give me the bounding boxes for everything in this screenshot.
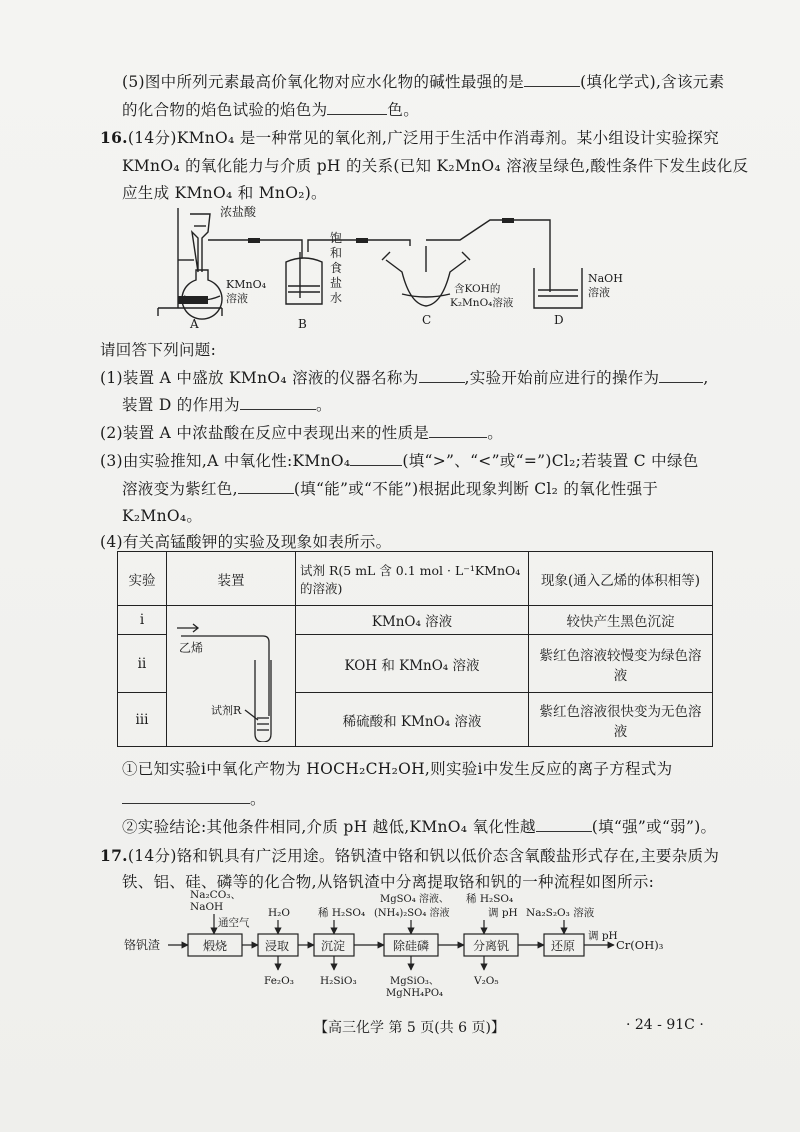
q16-text: (填“>”、“<”或“=”)Cl₂;若装置 C 中绿色 — [402, 452, 699, 470]
header-device: 装置 — [167, 552, 296, 606]
experiment-table — [117, 551, 713, 747]
answer-blank[interactable] — [238, 479, 294, 494]
footer-page-info: 【高三化学 第 5 页(共 6 页)】 — [314, 1020, 505, 1036]
test-tube-diagram — [171, 606, 291, 742]
step-leaching: 浸取 — [265, 939, 290, 953]
q16-part3-line2 — [122, 477, 658, 499]
answer-blank[interactable] — [327, 100, 387, 115]
output-mgsio3: MgSiO₃、 — [390, 976, 439, 987]
q16-text: (填“能”或“不能”)根据此现象判断 Cl₂ 的氧化性强于 — [293, 480, 659, 498]
q16-text: 溶液变为紫红色, — [122, 480, 238, 498]
q16-part1-line2 — [122, 393, 332, 415]
q16-conclusion2 — [122, 815, 716, 837]
label-d: D — [554, 313, 564, 327]
q16-intro-line3: 应生成 KMnO₄ 和 MnO₂)。 — [122, 184, 327, 202]
label-brine-char: 盐 — [330, 276, 343, 290]
q15-5-text: 的化合物的焰色试验的焰色为 — [122, 101, 328, 119]
device-cell — [167, 606, 296, 747]
q15-5-line2 — [122, 98, 419, 120]
q16-part3-line1 — [100, 449, 699, 471]
header-experiment: 实验 — [118, 552, 167, 606]
process-flow-chart — [124, 886, 704, 1002]
step-reduction: 还原 — [551, 939, 576, 953]
reagent-na2co3: Na₂CO₃、 — [190, 889, 242, 901]
table-header-row — [118, 552, 713, 606]
reagent-mgso4: MgSO₄ 溶液、 — [380, 894, 449, 905]
reagent-naoh: NaOH — [190, 901, 224, 913]
q15-5-text: (5)图中所列元素最高价氧化物对应水化物的碱性最强的是 — [122, 73, 525, 91]
row-reagent: 稀硫酸和 KMnO₄ 溶液 — [296, 693, 529, 747]
reagent-nh4so4: (NH₄)₂SO₄ 溶液 — [374, 908, 450, 919]
q16-text: (1)装置 A 中盛放 KMnO₄ 溶液的仪器名称为 — [100, 369, 419, 387]
table-row — [118, 606, 713, 635]
q16-intro-line1 — [100, 126, 719, 148]
header-reagent-line2: 的溶液) — [300, 580, 343, 596]
header-reagent — [296, 552, 529, 606]
q16-text: (2)装置 A 中浓盐酸在反应中表现出来的性质是 — [100, 424, 430, 442]
label-brine-char: 饱 — [330, 231, 343, 245]
output-mgnh4po4: MgNH₄PO₄ — [386, 988, 444, 999]
reagent-h2o: H₂O — [268, 907, 290, 919]
label-kmno4: KMnO₄ — [226, 278, 266, 291]
question-number: 17. — [100, 846, 128, 865]
step-separate-v: 分离钒 — [473, 939, 510, 953]
row-reagent: KMnO₄ 溶液 — [296, 606, 529, 635]
q16-text: 。 — [250, 790, 266, 808]
label-koh: 含KOH的 — [454, 283, 501, 295]
q16-intro-text: (14分)KMnO₄ 是一种常见的氧化剂,广泛用于生活中作消毒剂。某小组设计实验探究 — [127, 129, 720, 147]
row-phenomenon: 紫红色溶液很快变为无色溶液 — [529, 693, 713, 747]
q17-intro-line1 — [100, 844, 719, 866]
q15-5-text: 色。 — [387, 101, 420, 119]
q16-part1-line1 — [100, 366, 709, 388]
row-id: ⅲ — [118, 693, 167, 747]
reagent-dil-h2so4: 稀 H₂SO₄ — [318, 907, 366, 919]
header-reagent-line1: 试剂 R(5 mL 含 0.1 mol · L⁻¹KMnO₄ — [300, 562, 521, 578]
reagent-adjust-ph2: 调 pH — [588, 930, 618, 942]
label-a: A — [190, 317, 199, 331]
label-reagent-r: 试剂R — [211, 704, 242, 717]
step-precipitation: 沉淀 — [321, 939, 346, 953]
output-v2o5: V₂O₅ — [474, 975, 499, 987]
q17-intro-text: (14分)铬和钒具有广泛用途。铬钒渣中铬和钒以低价态含氧酸盐形式存在,主要杂质为 — [127, 847, 720, 865]
q16-text: ,实验开始前应进行的操作为 — [464, 369, 660, 387]
label-brine-char: 食 — [330, 261, 343, 275]
q17-intro-line2: 铁、铝、硅、磷等的化合物,从铬钒渣中分离提取铬和钒的一种流程如图所示: — [122, 873, 655, 891]
q16-text: 装置 D 的作用为 — [122, 396, 240, 414]
row-id: ⅱ — [118, 635, 167, 693]
apparatus-diagram — [150, 200, 630, 332]
output-fe2o3: Fe₂O₃ — [264, 975, 294, 987]
q16-text: ②实验结论:其他条件相同,介质 pH 越低,KMnO₄ 氧化性越 — [122, 818, 536, 836]
row-reagent: KOH 和 KMnO₄ 溶液 — [296, 635, 529, 693]
label-b: B — [298, 317, 307, 331]
label-brine-char: 水 — [330, 291, 343, 305]
q16-conclusion1-answer — [122, 787, 266, 809]
q16-text: 。 — [315, 396, 332, 414]
label-naoh: NaOH — [588, 272, 623, 285]
reagent-na2s2o3: Na₂S₂O₃ 溶液 — [526, 907, 595, 919]
step-calcination: 煅烧 — [203, 939, 228, 953]
label-brine-char: 和 — [330, 246, 343, 260]
answer-blank[interactable] — [419, 368, 465, 383]
answer-blank[interactable] — [659, 368, 703, 383]
footer-code: · 24 - 91C · — [626, 1017, 704, 1033]
answer-blank[interactable] — [524, 72, 580, 87]
flow-product: Cr(OH)₃ — [616, 938, 664, 952]
q16-text: (3)由实验推知,A 中氧化性:KMnO₄ — [100, 452, 351, 470]
reagent-dil-h2so4-2: 稀 H₂SO₄ — [466, 893, 514, 905]
q16-text: (填“强”或“弱”)。 — [591, 818, 717, 836]
q16-text: , — [703, 369, 709, 387]
label-conc-hcl: 浓盐酸 — [220, 205, 257, 219]
reagent-adjust-ph: 调 pH — [488, 907, 518, 919]
row-phenomenon: 较快产生黑色沉淀 — [529, 606, 713, 635]
q15-5-line1 — [122, 70, 724, 92]
row-id: ⅰ — [118, 606, 167, 635]
answer-blank[interactable] — [240, 395, 316, 410]
q16-part4: (4)有关高锰酸钾的实验及现象如表所示。 — [100, 533, 392, 551]
reagent-air: 通空气 — [218, 917, 250, 929]
q16-part2 — [100, 421, 503, 443]
output-h2sio3: H₂SiO₃ — [320, 975, 357, 987]
label-k2mno4: K₂MnO₄溶液 — [450, 297, 514, 309]
step-remove-si-p: 除硅磷 — [393, 939, 430, 953]
answer-blank[interactable] — [350, 451, 402, 466]
q16-intro-line2: KMnO₄ 的氧化能力与介质 pH 的关系(已知 K₂MnO₄ 溶液呈绿色,酸性条件下发生歧化反 — [122, 157, 749, 175]
q16-part3-line3: K₂MnO₄。 — [122, 507, 203, 525]
q16-conclusion1: ①已知实验ⅰ中氧化产物为 HOCH₂CH₂OH,则实验ⅰ中发生反应的离子方程式为 — [122, 760, 673, 778]
q15-5-text: (填化学式),含该元素 — [580, 73, 725, 91]
row-phenomenon: 紫红色溶液较慢变为绿色溶液 — [529, 635, 713, 693]
answer-blank[interactable] — [429, 423, 487, 438]
header-phenomenon: 现象(通入乙烯的体积相等) — [529, 552, 713, 606]
label-c: C — [422, 313, 432, 327]
question-number: 16. — [100, 128, 128, 147]
answer-blank[interactable] — [122, 789, 250, 804]
answer-blank[interactable] — [536, 817, 592, 832]
label-ethylene: 乙烯 — [179, 641, 204, 655]
flow-start: 铬钒渣 — [124, 938, 161, 952]
label-naoh-solution: 溶液 — [588, 286, 610, 299]
q16-text: 。 — [487, 424, 504, 442]
q16-prompt: 请回答下列问题: — [100, 341, 217, 359]
label-solution: 溶液 — [226, 292, 248, 305]
